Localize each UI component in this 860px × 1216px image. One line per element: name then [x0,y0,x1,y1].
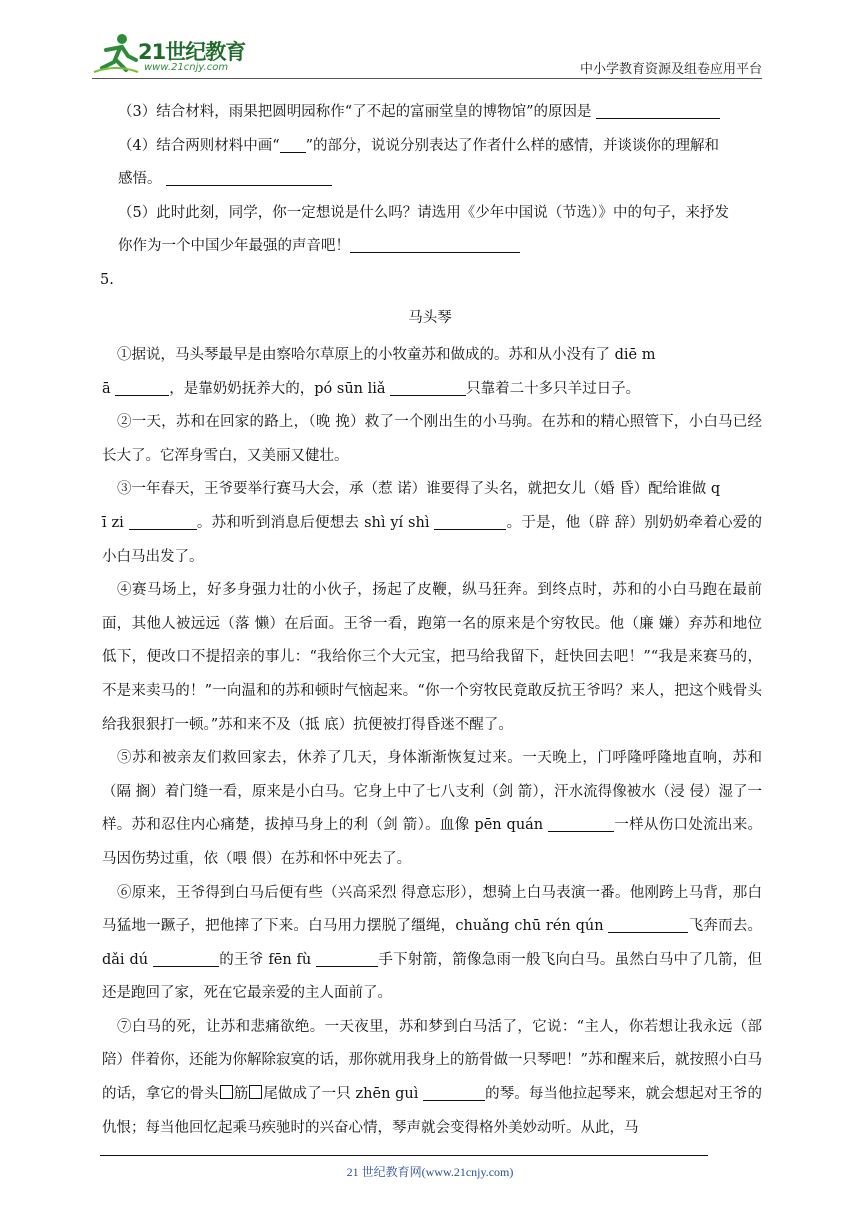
paragraph-1-cont: ā ，是靠奶奶抚养大的，pó sūn liǎ 只靠着二十多只羊过日子。 [102,380,641,397]
site-logo [92,30,267,80]
logo-url: www.21cnjy.com [144,62,229,73]
answer-blank[interactable] [548,815,614,832]
missing-char-box [220,1085,233,1099]
paragraph-5: ⑤苏和被亲友们救回家去，休养了几天，身体渐渐恢复过来。一天晚上，门呼隆呼隆地直响，苏和（隔 搁）着门缝一看，原来是小白马。它身上中了七八支利（剑 箭），汗水流得像被水（浸 侵）湿了一样。苏和忍住内心痛楚，拔掉马身上的利（剑 箭）。血像 pēn quán 一样从伤口处流出来。马因伤势过重，依（喂 偎）在苏和怀中死去了。 [102,750,762,867]
paragraph-2: ②一天，苏和在回家的路上，（晚 挽）救了一个刚出生的小马驹。在苏和的精心照管下，小白马已经长大了。它浑身雪白，又美丽又健壮。 [102,414,762,464]
page-footer: 21 世纪教育网(www.21cnjy.com) [346,1165,514,1179]
underline-mark [280,136,306,153]
page-header [92,30,762,80]
paragraph-6: ⑥原来，王爷得到白马后便有些（兴高采烈 得意忘形），想骑上白马表演一番。他刚跨上马背，那白马猛地一蹶子，把他摔了下来。白马用力摆脱了缰绳，chuǎng chū rén qún 飞奔而去。dǎi dú 的王爷 fēn fù 手下射箭，箭像急雨一般飞向白马。虽然白马中了几箭，但还是跑回了家，死在它最亲爱的主人面前了。 [102,884,763,1002]
question-5-cont: 你作为一个中国少年最强的声音吧！ [118,230,762,264]
question-4-cont: 感悟。 [118,163,762,197]
answer-blank[interactable] [316,950,378,967]
answer-blank[interactable] [596,102,720,119]
answer-blank[interactable] [129,513,197,530]
answer-blank[interactable] [153,950,219,967]
header-divider [92,78,762,79]
missing-char-box [249,1085,262,1099]
paragraph-1: ①据说，马头琴最早是由察哈尔草原上的小牧童苏和做成的。苏和从小没有了 diē m [117,347,656,363]
question-5: （5）此时此刻，同学，你一定想说是什么吗？请选用《少年中国说（节选）》中的句子，来抒发 [118,204,729,221]
question-number: 5. [100,272,114,288]
paragraph-7: ⑦白马的死，让苏和悲痛欲绝。一天夜里，苏和梦到白马活了，它说：“主人，你若想让我永远（部 陪）伴着你，还能为你解除寂寞的话，那你就用我身上的筋骨做一只琴吧！”苏和醒来后，就按照小白马的话，拿它的骨头 筋 尾做成了一只 zhēn guì 的琴。每当他拉起琴来，就会想起对王爷的仇恨；每当他回忆起乘马疾驰时的兴奋心情，琴声就会变得格外美妙动听。从此，马 [102,1018,763,1136]
paragraph-4: ④赛马场上，好多身强力壮的小伙子，扬起了皮鞭，纵马狂奔。到终点时，苏和的小白马跑在最前面，其他人被远远（落 懒）在后面。王爷一看，跑第一名的原来是个穷牧民。他（廉 嫌）弃苏和地位低下，便改口不提招亲的事儿：“我给你三个大元宝，把马给我留下，赶快回去吧！”“我是来赛马的，不是来卖马的！”一向温和的苏和顿时气恼起来。“你一个穷牧民竟敢反抗王爷吗？来人，把这个贱骨头给我狠狠打一顿。”苏和来不及（抵 底）抗便被打得昏迷不醒了。 [102,582,762,733]
answer-blank[interactable] [423,1084,485,1101]
answer-blank[interactable] [390,379,466,396]
answer-blank[interactable] [166,169,332,186]
answer-blank[interactable] [350,236,520,253]
question-3: （3）结合材料，雨果把圆明园称作“了不起的富丽堂皇的博物馆”的原因是 [118,96,762,130]
runner-logo-icon [92,30,140,76]
answer-blank[interactable] [115,379,169,396]
passage-title: 马头琴 [408,310,452,326]
logo-text: 21世纪教育 [138,40,246,64]
answer-blank[interactable] [434,513,506,530]
questions-block [118,96,762,264]
paragraph-3-cont: ī zi 。苏和听到消息后便想去 shì yí shì 。于是，他（辟 辞）别奶奶牵着心爱的小白马出发了。 [102,514,763,565]
platform-name: 中小学教育资源及组卷应用平台 [579,62,762,77]
footer-divider [100,1155,708,1156]
paragraph-3: ③一年春天，王爷要举行赛马大会，承（惹 诺）谁要得了头名，就把女儿（婚 昏）配给谁做 q [117,481,721,498]
question-4: （4）结合两则材料中画“ ”的部分，说说分别表达了作者什么样的感情，并谈谈你的理解和 [118,137,720,154]
passage [102,339,762,1145]
answer-blank[interactable] [608,916,688,933]
